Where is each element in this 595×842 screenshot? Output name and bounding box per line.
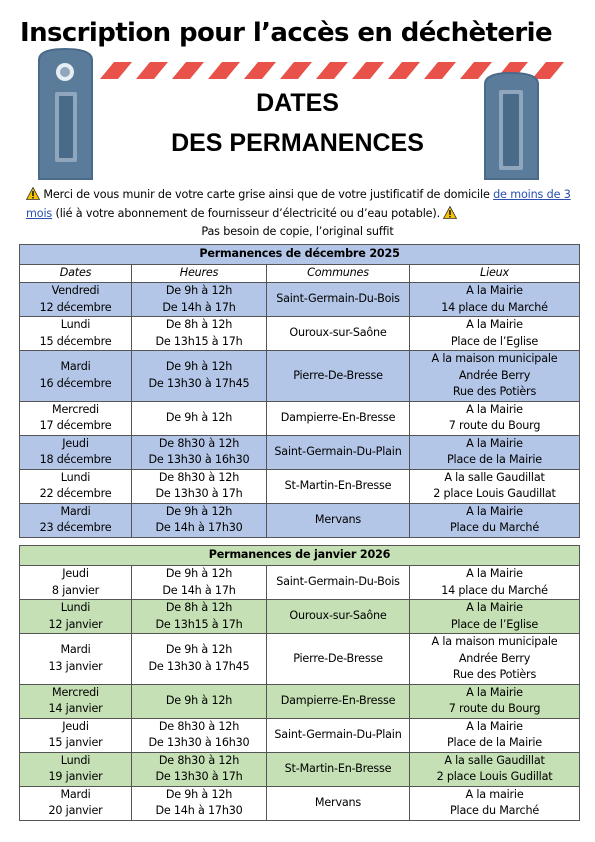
lieu-cell <box>410 566 580 600</box>
lieu-cell <box>410 752 580 786</box>
commune-cell: Mervans <box>267 786 410 820</box>
lieu-cell-line: A la Mairie <box>466 719 523 733</box>
hours-cell-line: De 9h à 12h <box>165 787 233 801</box>
column-header-communes: Communes <box>267 265 410 283</box>
date-cell <box>20 718 132 752</box>
hours-cell <box>132 469 267 503</box>
hours-cell-line: De 13h30 à 16h30 <box>148 453 250 466</box>
lieu-cell <box>410 634 580 685</box>
hours-cell-line: De 14h à 17h <box>162 300 236 314</box>
lieu-cell <box>410 283 580 317</box>
date-cell <box>20 786 132 820</box>
commune-cell: Pierre-De-Bresse <box>267 351 410 402</box>
hours-cell-line: De 13h30 à 17h <box>155 487 243 500</box>
notice-link[interactable]: de moins de 3 mois <box>26 188 571 220</box>
lieu-cell-line: A la Mairie <box>466 504 523 518</box>
hours-cell-line: De 14h à 17h30 <box>155 804 243 817</box>
hours-cell-line: De 13h30 à 17h45 <box>148 659 250 673</box>
lieu-cell-line: Place du Marché <box>449 804 540 817</box>
hours-cell <box>132 283 267 317</box>
date-cell-line: Jeudi <box>62 436 89 450</box>
lieu-cell-line: A la Mairie <box>466 601 523 614</box>
commune-cell: Saint-Germain-Du-Bois <box>267 283 410 317</box>
warning-icon <box>26 187 40 200</box>
date-cell <box>20 634 132 685</box>
date-cell-line: Mardi <box>60 787 91 801</box>
lieu-cell-line: 2 place Louis Gudillat <box>436 770 553 783</box>
date-cell-line: Lundi <box>60 601 91 614</box>
table-row <box>20 317 580 351</box>
lieu-cell-line: Andrée Berry <box>458 651 531 665</box>
date-cell-line: 12 décembre <box>39 300 112 314</box>
january-schedule-table <box>19 545 580 821</box>
date-cell-line: Mercredi <box>52 685 99 699</box>
table-row <box>20 718 580 752</box>
lieu-cell <box>410 718 580 752</box>
hours-cell <box>132 503 267 537</box>
date-cell-line: 22 décembre <box>39 487 112 500</box>
lieu-cell-line: 2 place Louis Gaudillat <box>433 487 556 500</box>
january-section-title: Permanences de janvier 2026 <box>20 546 580 566</box>
column-header-dates: Dates <box>20 265 132 283</box>
hours-cell-line: De 8h30 à 12h <box>158 436 240 450</box>
date-cell <box>20 351 132 402</box>
date-cell <box>20 435 132 469</box>
warning-icon <box>443 206 457 219</box>
lieu-cell <box>410 503 580 537</box>
date-cell <box>20 752 132 786</box>
hours-cell-line: De 8h à 12h <box>165 318 233 331</box>
table-row <box>20 752 580 786</box>
commune-cell: Pierre-De-Bresse <box>267 634 410 685</box>
hours-cell <box>132 718 267 752</box>
commune-cell: Saint-Germain-Du-Plain <box>267 718 410 752</box>
date-cell <box>20 566 132 600</box>
hours-cell-line: De 8h30 à 12h <box>158 719 240 733</box>
hours-cell-line: De 13h30 à 17h <box>155 770 243 783</box>
date-cell-line: Jeudi <box>62 719 89 733</box>
hours-cell <box>132 752 267 786</box>
date-cell <box>20 283 132 317</box>
notice-part-1: Merci de vous munir de votre carte grise ainsi que de votre justificatif de domicile <box>43 188 494 201</box>
lieu-cell-line: A la Mairie <box>466 685 523 699</box>
lieu-cell-line: A la maison municipale <box>431 635 558 648</box>
date-cell <box>20 684 132 718</box>
hours-cell-line: De 8h30 à 12h <box>158 753 240 767</box>
lieu-cell-line: Place de la Mairie <box>447 453 542 466</box>
date-cell-line: Mardi <box>60 504 91 518</box>
lieu-cell <box>410 469 580 503</box>
page-title: Inscription pour l’accès en déchèterie <box>20 18 552 48</box>
hours-cell-line: De 13h15 à 17h <box>155 617 243 631</box>
commune-cell: Mervans <box>267 503 410 537</box>
hours-cell-line: De 13h30 à 17h45 <box>148 376 250 390</box>
lieu-cell <box>410 317 580 351</box>
notice-part-2: (lié à votre abonnement de fournisseur d’électricité ou d’eau potable). <box>52 207 441 220</box>
lieu-cell <box>410 600 580 634</box>
hours-cell <box>132 566 267 600</box>
hours-cell-line: De 9h à 12h <box>165 693 233 707</box>
commune-cell: Saint-Germain-Du-Bois <box>267 566 410 600</box>
commune-cell: St-Martin-En-Bresse <box>267 469 410 503</box>
lieu-cell-line: 7 route du Bourg <box>448 419 541 432</box>
hours-cell <box>132 317 267 351</box>
date-cell-line: Mardi <box>60 360 91 374</box>
lieu-cell-line: A la mairie <box>465 787 524 801</box>
commune-cell: Ouroux-sur-Saône <box>267 600 410 634</box>
lieu-cell-line: 14 place du Marché <box>441 300 548 314</box>
table-row <box>20 401 580 435</box>
commune-cell: Dampierre-En-Bresse <box>267 401 410 435</box>
hours-cell <box>132 435 267 469</box>
date-cell-line: 20 janvier <box>48 804 103 817</box>
hours-cell <box>132 786 267 820</box>
lieu-cell-line: Place du Marché <box>449 521 540 534</box>
lieu-cell-line: 7 route du Bourg <box>448 702 541 715</box>
lieu-cell-line: A la salle Gaudillat <box>444 753 545 767</box>
lieu-cell-line: Rue des Potièrs <box>452 385 537 398</box>
column-header-lieux: Lieux <box>410 265 580 283</box>
table-row <box>20 351 580 402</box>
date-cell-line: Jeudi <box>62 567 89 580</box>
date-cell <box>20 469 132 503</box>
date-cell <box>20 503 132 537</box>
hours-cell-line: De 9h à 12h <box>165 504 233 518</box>
lieu-cell <box>410 684 580 718</box>
heading-line-2: DES PERMANENCES <box>171 129 424 157</box>
date-cell <box>20 317 132 351</box>
lieu-cell <box>410 351 580 402</box>
hours-cell-line: De 9h à 12h <box>165 360 233 374</box>
date-cell-line: 15 janvier <box>48 736 103 749</box>
december-schedule-table <box>19 244 580 538</box>
january-rows <box>20 566 580 821</box>
lieu-cell-line: A la salle Gaudillat <box>444 470 545 484</box>
date-cell-line: 14 janvier <box>48 702 103 715</box>
commune-cell: Saint-Germain-Du-Plain <box>267 435 410 469</box>
date-cell <box>20 401 132 435</box>
table-row <box>20 435 580 469</box>
hours-cell <box>132 600 267 634</box>
table-row <box>20 786 580 820</box>
lieu-cell-line: A la Mairie <box>466 284 523 297</box>
date-cell-line: Lundi <box>60 470 91 484</box>
date-cell-line: Lundi <box>60 753 91 767</box>
hours-cell <box>132 401 267 435</box>
date-cell-line: Lundi <box>60 318 91 331</box>
hours-cell-line: De 14h à 17h30 <box>155 521 243 534</box>
date-cell-line: 16 décembre <box>39 376 112 390</box>
table-row <box>20 600 580 634</box>
date-cell-line: Mercredi <box>52 402 99 416</box>
lieu-cell-line: A la Mairie <box>466 402 523 416</box>
table-row <box>20 634 580 685</box>
lieu-cell-line: Place de la Mairie <box>447 736 542 749</box>
hours-cell-line: De 13h30 à 16h30 <box>148 736 250 749</box>
lieu-cell-line: Andrée Berry <box>458 368 531 382</box>
date-cell <box>20 600 132 634</box>
commune-cell: Ouroux-sur-Saône <box>267 317 410 351</box>
date-cell-line: 12 janvier <box>48 617 103 631</box>
date-cell-line: 18 décembre <box>39 453 112 466</box>
commune-cell: Dampierre-En-Bresse <box>267 684 410 718</box>
hours-cell-line: De 8h à 12h <box>165 601 233 614</box>
date-cell-line: 13 janvier <box>48 659 103 673</box>
subnote: Pas besoin de copie, l’original suffit <box>201 225 394 238</box>
table-row <box>20 566 580 600</box>
date-cell-line: 19 janvier <box>48 770 103 783</box>
december-rows <box>20 283 580 538</box>
heading-line-1: DATES <box>256 89 339 117</box>
table-row <box>20 283 580 317</box>
barrier-post-left <box>38 48 93 180</box>
date-cell-line: 8 janvier <box>51 583 100 597</box>
lieu-cell <box>410 401 580 435</box>
date-cell-line: 17 décembre <box>39 419 112 432</box>
hours-cell-line: De 9h à 12h <box>165 284 233 297</box>
hours-cell-line: De 13h15 à 17h <box>155 334 243 348</box>
lieu-cell <box>410 435 580 469</box>
lieu-cell <box>410 786 580 820</box>
date-cell-line: 23 décembre <box>39 521 112 534</box>
hours-cell-line: De 9h à 12h <box>165 410 233 424</box>
lieu-cell-line: Place de l’Eglise <box>450 334 539 348</box>
hours-cell-line: De 14h à 17h <box>162 583 236 597</box>
barrier-post-right <box>484 72 539 180</box>
lieu-cell-line: Place de l’Eglise <box>450 617 539 631</box>
lieu-cell-line: 14 place du Marché <box>441 583 548 597</box>
table-row <box>20 469 580 503</box>
lieu-cell-line: A la Mairie <box>466 318 523 331</box>
table-row <box>20 503 580 537</box>
date-cell-line: Vendredi <box>51 284 100 297</box>
commune-cell: St-Martin-En-Bresse <box>267 752 410 786</box>
hours-cell <box>132 634 267 685</box>
lieu-cell-line: A la maison municipale <box>431 352 558 365</box>
hours-cell <box>132 684 267 718</box>
hours-cell-line: De 9h à 12h <box>165 567 233 580</box>
lieu-cell-line: A la Mairie <box>466 567 523 580</box>
column-header-heures: Heures <box>132 265 267 283</box>
date-cell-line: Mardi <box>60 643 91 657</box>
notice-text <box>26 185 574 223</box>
date-cell-line: 15 décembre <box>39 334 112 348</box>
lieu-cell-line: A la Mairie <box>466 436 523 450</box>
table-row <box>20 684 580 718</box>
lieu-cell-line: Rue des Potièrs <box>452 668 537 681</box>
hours-cell-line: De 9h à 12h <box>165 643 233 657</box>
hours-cell <box>132 351 267 402</box>
december-section-title: Permanences de décembre 2025 <box>20 245 580 265</box>
hours-cell-line: De 8h30 à 12h <box>158 470 240 484</box>
